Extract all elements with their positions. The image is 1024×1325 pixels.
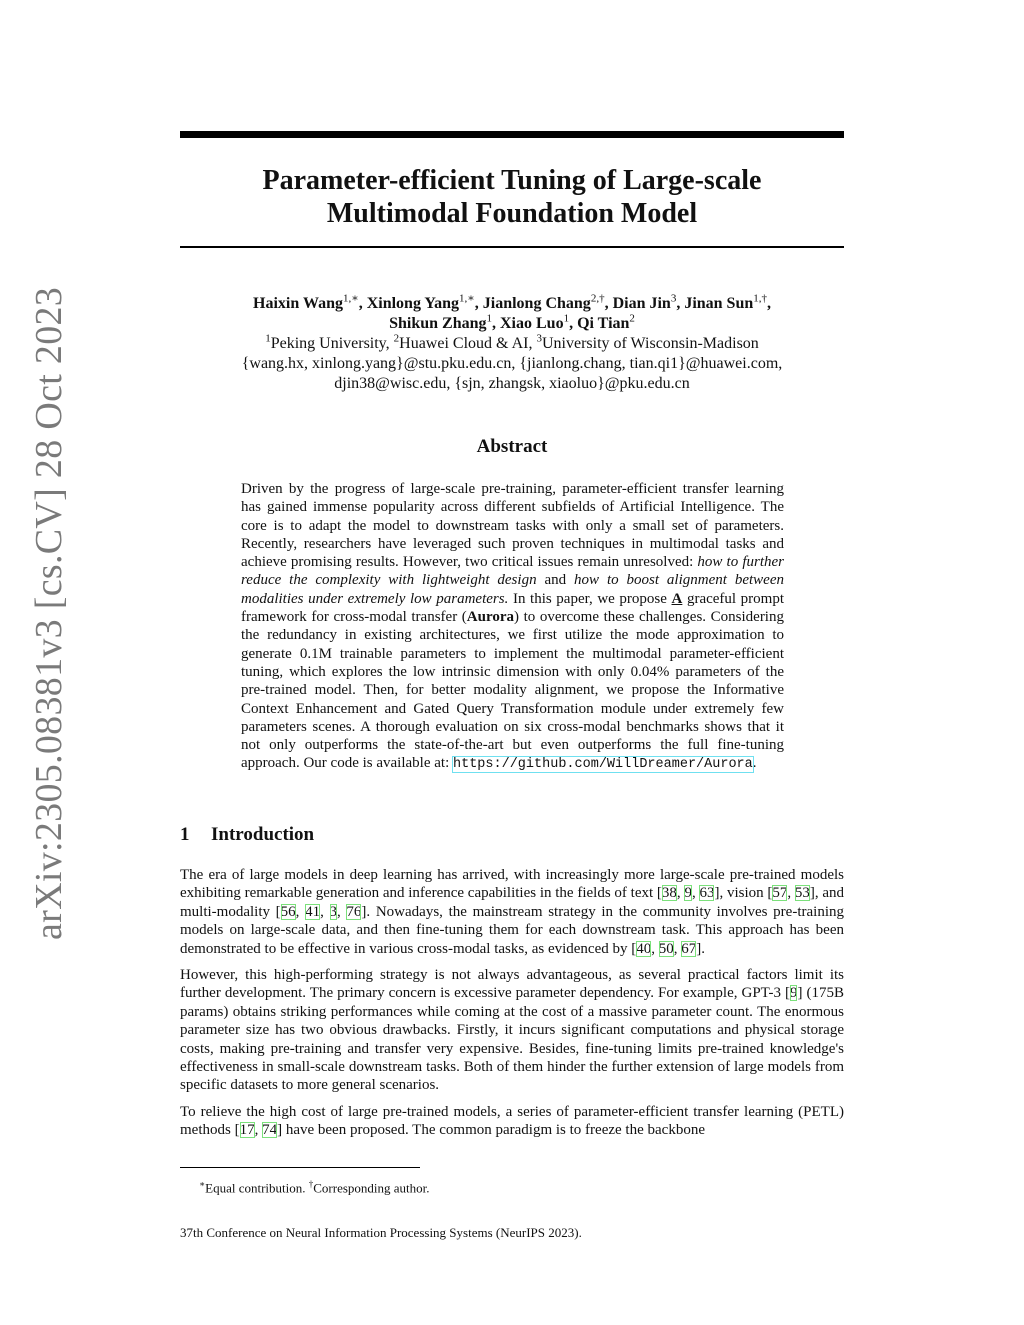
footnote-text: Corresponding author. (313, 1180, 430, 1196)
abstract-body (241, 480, 784, 775)
title-line-1: Parameter-efficient Tuning of Large-scale (262, 165, 762, 196)
citation-link[interactable]: 74 (262, 1122, 278, 1139)
citation-link[interactable]: 38 (661, 885, 677, 902)
citation-link[interactable]: 57 (772, 885, 788, 902)
affil-mark: 2 (393, 332, 400, 345)
abstract-text: ) to overcome these challenges. Considering the redundancy in existing architectures, we first utilize the mode approximation to generate 0.1M trainable parameters to implement the multimodal parameter-efficient tuning, which explores the low intrinsic dimension with only 0.04% parameters of the pre-trained model. Then, for better modality alignment, we propose the Informative Context Enhancement and Gated Query Transformation module under extremely few parameters scenes. A thorough evaluation on six cross-modal benchmarks shows that it not only outperforms the state-of-the-art but even outperforms the full fine-tuning approach. Our code is available at: (241, 609, 784, 772)
paper-title (180, 164, 844, 230)
abstract-text: Driven by the progress of large-scale pre-training, parameter-efficient transfer learning has gained immense popularity across different subfields of Artificial Intelligence. The core is to adapt the model to downstream tasks with only a small set of parameters. Recently, researchers have leveraged such proven techniques in multimodal tasks and achieve promising results. However, two critical issues remain unresolved: (241, 481, 784, 571)
body-text: ] (175B params) obtains striking performances while coming at the cost of a massive parameter count. The enormous parameter size has two obvious drawbacks. Firstly, it incurs significant computations and physical storage costs, making pre-training and transfer very expensive. Besides, fine-tuning limits pre-trained knowledge's effectiveness in small-scale downstream tasks. Both of them hinder the further extension of large models from specific datasets to more general scenarios. (180, 985, 844, 1094)
aurora-acronym-letter: A (671, 590, 683, 607)
author-name: Dian Jin (612, 295, 671, 312)
body-text: ] have been proposed. The common paradigm is to freeze the backbone (277, 1122, 705, 1139)
body-text: However, this high-performing strategy is not always advantageous, as several practical factors limit its further development. The primary concern is excessive parameter dependency. For example, GPT-3 [ (180, 967, 844, 1002)
abstract-italic: how to further reduce the complexity with lightweight design (241, 554, 784, 589)
email-line-2: djin38@wisc.edu, {sjn, zhangsk, xiaoluo}@pku.edu.cn (334, 375, 690, 392)
section-heading-introduction (180, 824, 844, 846)
author-line-2: Shikun Zhang$^1$, Xiao Luo$^1$, Qi Tian$^2$ (389, 312, 635, 332)
aurora-expansion: graceful prompt framework for cross-modal transfer ( (241, 590, 785, 626)
author-mark: 1,∗ (342, 292, 359, 305)
paragraph (180, 966, 844, 1095)
author-block (180, 294, 844, 394)
venue-note: 37th Conference on Neural Information Processing Systems (NeurIPS 2023). (180, 1225, 582, 1240)
body-text: The era of large models in deep learning has arrived, with increasingly more large-scale pre-trained models exhibiting remarkable generation and inference capabilities in the fields of text [ (180, 867, 844, 902)
abstract-text: In this paper, we propose (508, 590, 672, 607)
citation-link[interactable]: 67 (681, 940, 697, 957)
section-title: Introduction (211, 824, 315, 845)
body-text: ], vision [ (714, 885, 773, 902)
affiliations (180, 334, 844, 354)
affil-mark: 3 (536, 332, 542, 345)
abstract-heading: Abstract (476, 436, 548, 457)
author-mark: 1 (486, 312, 492, 325)
citation-link[interactable]: 40 (636, 940, 652, 957)
body-text: ]. Nowadays, the mainstream strategy in the community involves pre-training models on large-scale data, and then fine-tuning them for each downstream task. This approach has been demonstrated to be effective in various cross-modal tasks, as evidenced by [ (180, 903, 844, 957)
paragraph: To relieve the high cost of large pre-trained models, a series of parameter-efficient transfer learning (PETL) methods [17, 74] have been proposed. The common paradigm is to freeze the backbone (180, 1103, 844, 1139)
title-line-2: Multimodal Foundation Model (326, 198, 698, 229)
affiliation: Huawei Cloud & AI, (399, 335, 537, 352)
title-bottom-rule (180, 246, 844, 248)
introduction-body (180, 866, 844, 1148)
arxiv-identifier: arXiv:2305.08381v3 [cs.CV] 28 Oct 2023 (28, 286, 70, 940)
author-mark: 2 (629, 312, 635, 325)
author-name: Jianlong Chang (482, 295, 591, 312)
affiliation: Peking University, (270, 335, 394, 352)
citation-link[interactable]: 50 (658, 940, 674, 957)
footnote (199, 1176, 839, 1196)
title-top-rule (180, 131, 844, 138)
aurora-name: Aurora (466, 609, 515, 626)
author-name: Xiao Luo (500, 315, 564, 332)
footnote-mark: † (308, 1179, 314, 1189)
author-name: Haixin Wang (253, 295, 343, 312)
email-line-1: {wang.hx, xinlong.yang}@stu.pku.edu.cn, {jianlong.chang, tian.qi1}@huawei.com, (241, 355, 783, 372)
author-mark: 1,† (753, 292, 767, 305)
author-name: Shikun Zhang (389, 315, 487, 332)
author-name: Xinlong Yang (366, 295, 460, 312)
citation-link[interactable]: 17 (239, 1122, 255, 1139)
author-line-1: Haixin Wang$^{1,∗}$, Xinlong Yang$^{1,∗}$, Jianlong Chang$^{2,\dagger}$, Dian Jin$^3$, Jinan Sun$^{1,\dagger}$, (253, 292, 771, 312)
citation-link[interactable]: 3 (329, 903, 337, 920)
affiliation: University of Wisconsin-Madison (541, 335, 759, 352)
citation-link[interactable]: 56 (280, 903, 296, 920)
paragraph: The era of large models in deep learning has arrived, with increasingly more large-scale pre-trained models exhibiting remarkable generation and inference capabilities in the fields of text [38, 9, 63], vision [57, 53], and multi-modality [56, 41, 3, 76]. Nowadays, the mainstream strategy in the community involves pre-training models on large-scale data, and then fine-tuning them for each downstream task. This approach has been demonstrated to be effective in various cross-modal tasks, as evidenced by [40, 50, 67]. (180, 867, 845, 957)
citation-link[interactable]: 76 (346, 903, 362, 920)
author-mark: 2,† (590, 292, 605, 305)
body-text: ], and multi-modality [ (180, 885, 845, 920)
citation-link[interactable]: 9 (789, 985, 798, 1002)
footnote-text: Equal contribution. (205, 1180, 309, 1196)
author-mark: 3 (670, 292, 677, 305)
author-mark: 1 (563, 312, 570, 325)
footnote-rule (180, 1167, 420, 1168)
abstract-italic: how to boost alignment between modalities under extremely low parameters. (241, 572, 784, 607)
body-text: ]. (696, 940, 705, 957)
author-name: Jinan Sun (684, 295, 754, 312)
author-mark: 1,∗ (459, 292, 475, 305)
abstract-text: . (752, 755, 757, 772)
body-text: To relieve the high cost of large pre-trained models, a series of parameter-efficient transfer learning (PETL) methods [ (180, 1103, 844, 1139)
footnote-mark: ∗ (199, 1179, 206, 1189)
citation-link[interactable]: 9 (684, 885, 692, 902)
citation-link[interactable]: 63 (699, 885, 715, 902)
code-link[interactable]: https://github.com/WillDreamer/Aurora (453, 757, 753, 773)
citation-link[interactable]: 41 (305, 903, 321, 920)
affil-mark: 1 (265, 332, 271, 345)
section-number: 1 (180, 824, 190, 845)
abstract-text: and (536, 572, 575, 589)
citation-link[interactable]: 53 (794, 885, 810, 902)
author-name: Qi Tian (577, 315, 630, 332)
